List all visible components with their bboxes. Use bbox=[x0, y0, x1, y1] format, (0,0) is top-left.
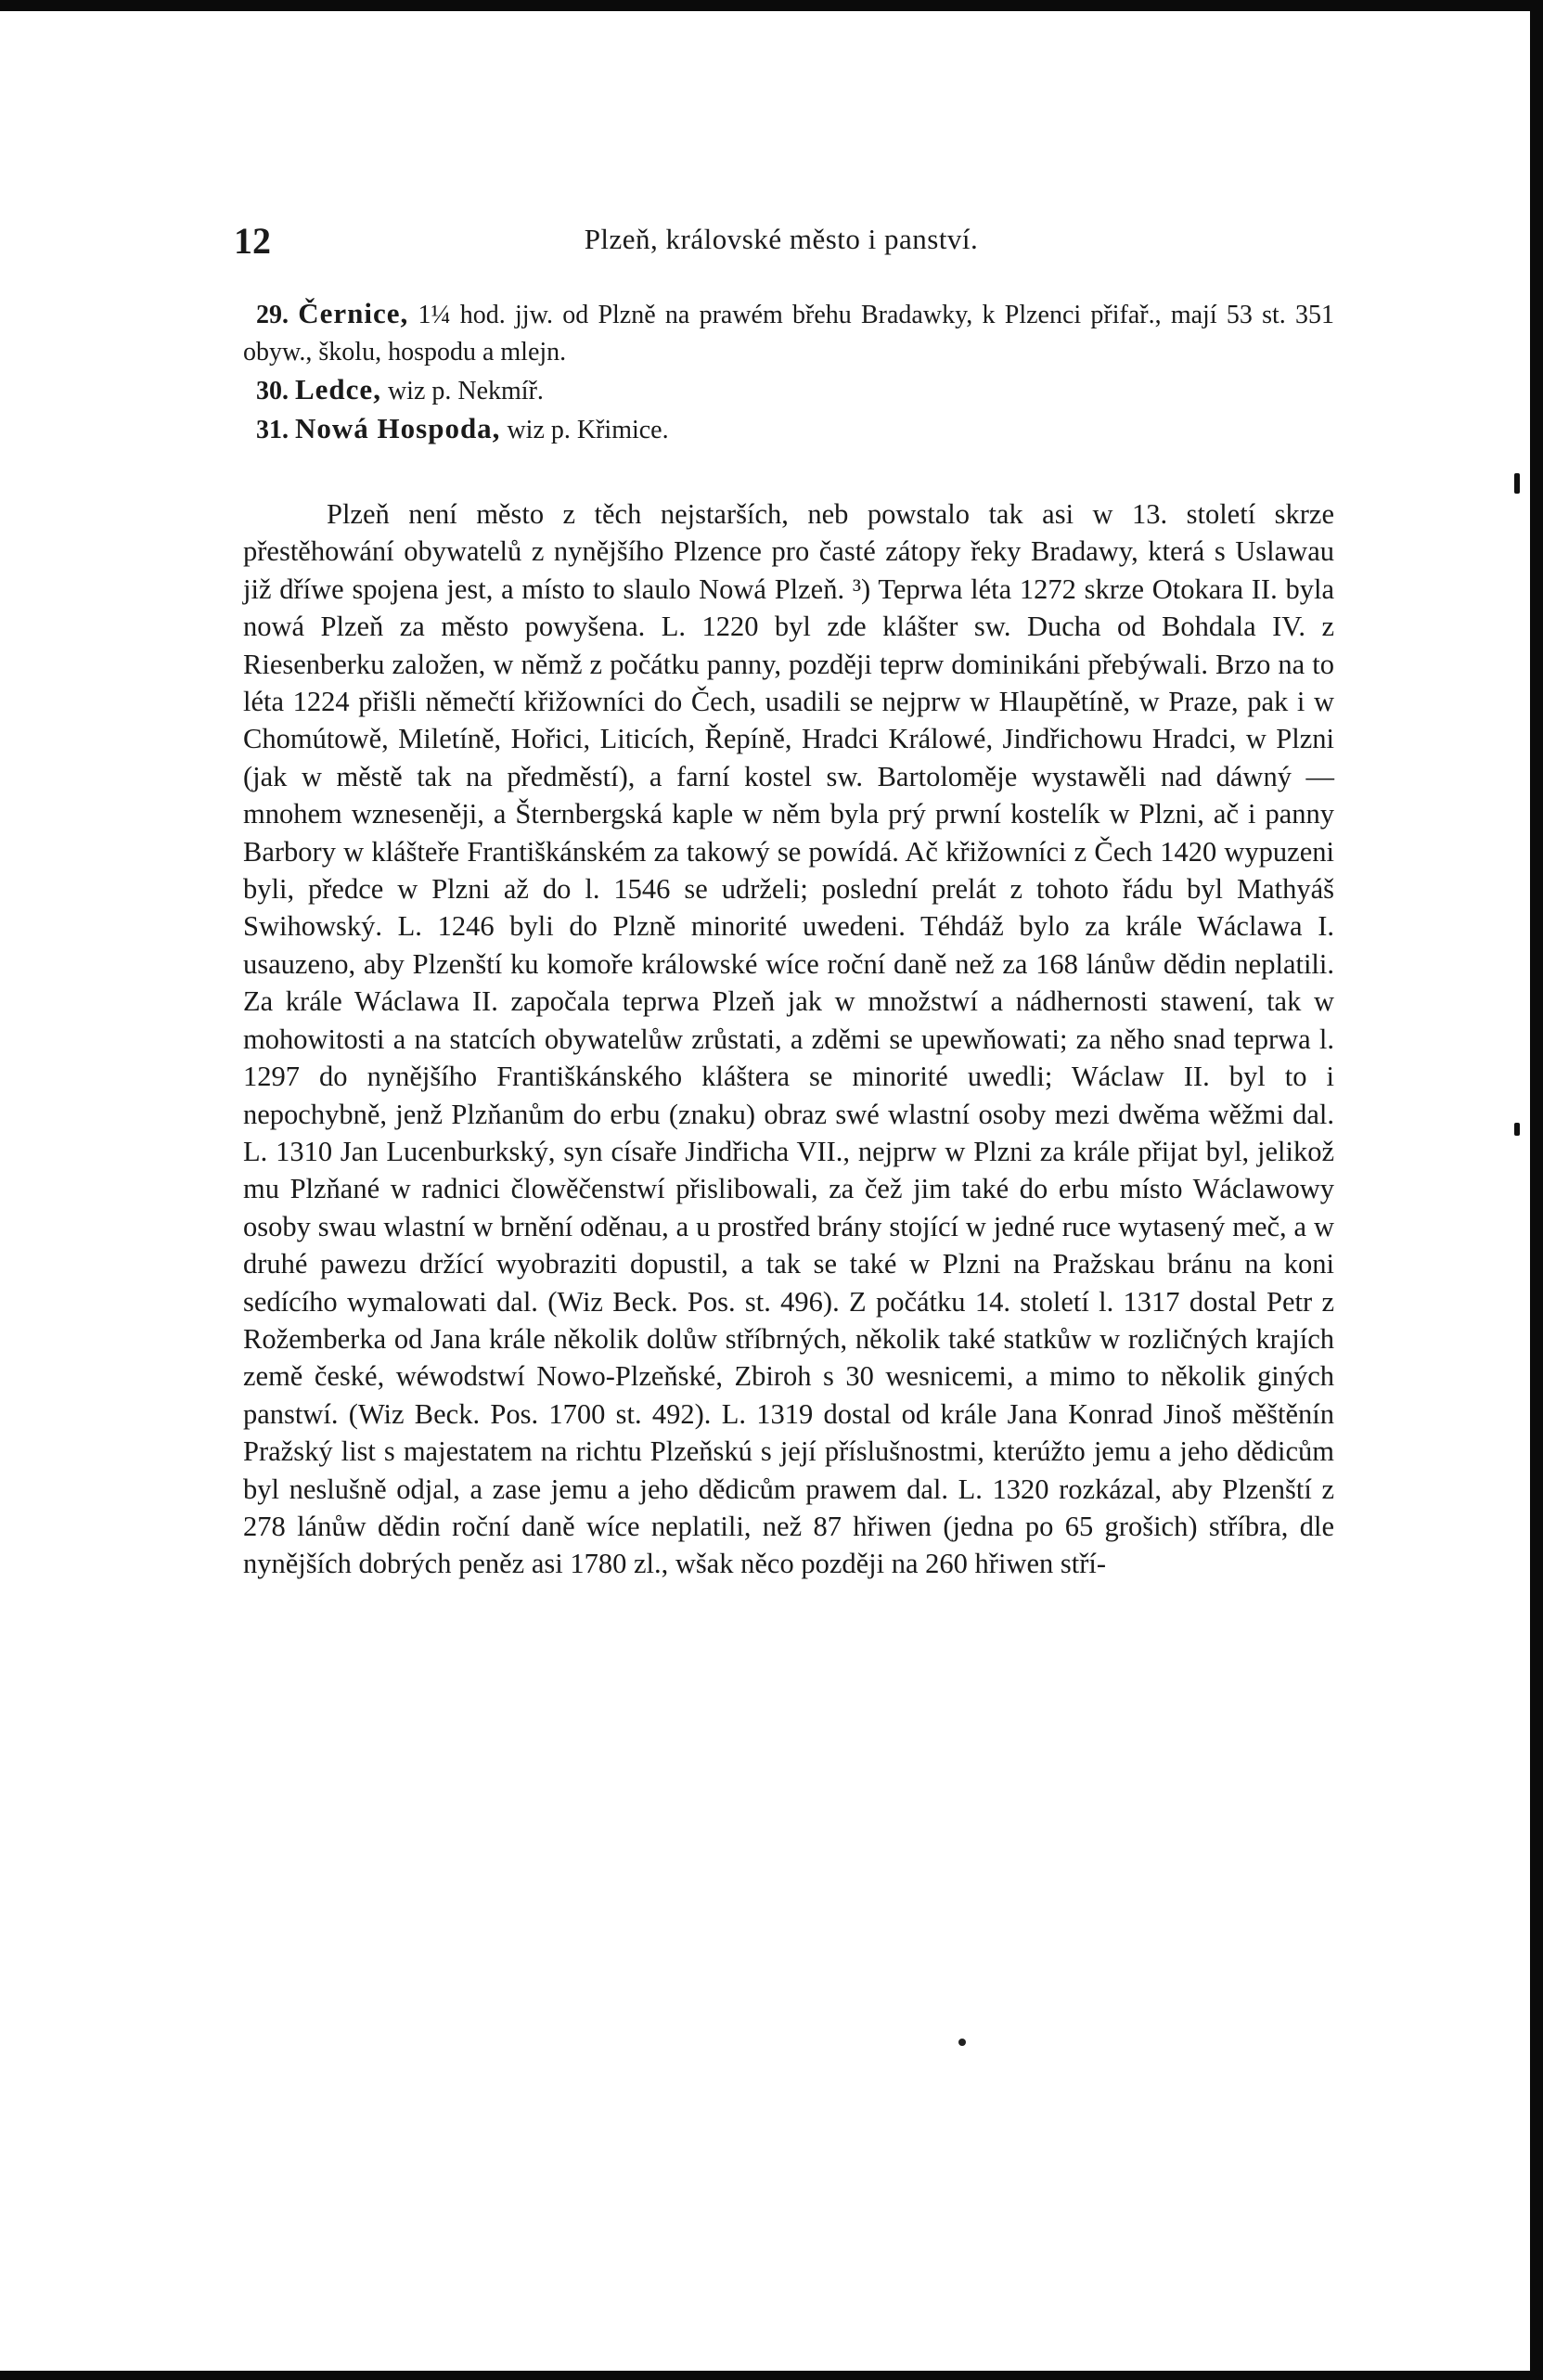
page-number: 12 bbox=[234, 220, 271, 262]
entry-text: wiz p. Nekmíř. bbox=[380, 377, 544, 405]
scan-border-bottom bbox=[0, 2371, 1543, 2380]
section-gap bbox=[243, 449, 1334, 495]
body-paragraph: Plzeň není město z těch nejstarších, neb powstalo tak asi w 13. století skrze přestěhowání obywatelů z nynějšího Plzence pro časté zátopy řeky Bradawy, která s Uslawau již dříwe spojena jest, a místo to slaulo Nowá Plzeň. ³) Teprwa léta 1272 skrze Otokara II. byla nowá Plzeň za město powyšena. L. 1220 byl zde klášter sw. Ducha od Bohdala IV. z Riesenberku založen, w němž z počátku panny, později teprw dominikáni přebýwali. Brzo na to léta 1224 přišli němečtí křižowníci do Čech, usadili se nejprw w Hlaupětíně, w Praze, pak i w Chomútowě, Miletíně, Hořici, Liticích, Řepíně, Hradci Králowé, Jindřichowu Hradci, w Plzni (jak w městě tak na předměstí), a farní kostel sw. Bartoloměje wystawěli nad dáwný — mnohem wzneseněji, a Šternbergská kaple w něm byla prý prwní kostelík w Plzni, ač i panny Barbory w klášteře Františkánském za takowý se powídá. Ač křižowníci z Čech 1420 wypuzeni byli, předce w Plzni až do l. 1546 se udrželi; poslední prelát z tohoto řádu byl Mathyáš Swihowský. L. 1246 byli do Plzně minorité uwedeni. Téhdáž bylo za krále Wáclawa I. usauzeno, aby Plzenští ku komoře králowské wíce roční daně než za 168 lánůw dědin neplatili. Za krále Wáclawa II. započala teprwa Plzeň jak w množstwí a nádhernosti stawení, tak w mohowitosti a na statcích obywatelůw zrůstati, a zděmi se upewňowati; za něho snad teprwa l. 1297 do nynějšího Františkánského kláštera se minorité uwedli; Wáclaw II. byl to i nepochybně, jenž Plzňanům do erbu (znaku) obraz swé wlastní osoby mezi dwěma wěžmi dal. L. 1310 Jan Lucenburkský, syn císaře Jindřicha VII., nejprw w Plzni za krále přijat byl, jelikož mu Plzňané w radnici člowěčenstwí přislibowali, za čež jim také do erbu místo Wáclawowy osoby swau wlastní w brnění oděnau, a u prostřed brány stojící w jedné ruce wytasený meč, a w druhé pawezu držící wyobraziti dopustil, a tak se také w Plzni na Pražskau bránu na koni sedícího wymalowati dal. (Wiz Beck. Pos. st. 496). Z počátku 14. století l. 1317 dostal Petr z Rožemberka od Jana krále několik dolůw stříbrných, několik také statkůw w rozličných krajích země české, wéwodstwí Nowo-Plzeňské, Zbiroh s 30 wesnicemi, a mimo to několik giných panstwí. (Wiz Beck. Pos. 1700 st. 492). L. 1319 dostal od krále Jana Konrad Jinoš měštěnín Pražský list s majestatem na richtu Plzeňskú s její příslušnostmi, kterúžto jemu a jeho dědicům byl neslušně odjal, a zase jemu a jeho dědicům prawem dal. L. 1320 rozkázal, aby Plzenští z 278 lánůw dědin roční daně wíce neplatili, než 87 hřiwen (jedna po 65 grošich) stříbra, dle nynějších dobrých peněz asi 1780 zl., wšak něco později na 260 hřiwen stří- bbox=[243, 498, 1334, 1580]
entry-number: 30. bbox=[256, 377, 289, 405]
scan-mark bbox=[1514, 473, 1520, 494]
scan-border-top bbox=[0, 0, 1543, 11]
running-head: Plzeň, královské město i panství. bbox=[584, 223, 979, 255]
entry-ledce bbox=[243, 371, 1334, 410]
entry-place-name: Černice, bbox=[298, 297, 409, 329]
page-content bbox=[243, 295, 1334, 1583]
entry-place-name: Ledce, bbox=[295, 373, 381, 405]
entry-nowa-hospoda bbox=[243, 410, 1334, 449]
entry-number: 29. bbox=[256, 301, 289, 329]
entry-text: wiz p. Křimice. bbox=[500, 416, 669, 444]
entry-text: 1¼ hod. jjw. od Plzně na prawém břehu Bradawky, k Plzenci přifař., mají 53 st. 351 obyw., školu, hospodu a mlejn. bbox=[243, 301, 1334, 367]
scan-mark bbox=[1514, 1123, 1520, 1136]
scan-dot bbox=[958, 2039, 966, 2046]
entry-number: 31. bbox=[256, 416, 289, 444]
scan-border-right bbox=[1530, 0, 1543, 2380]
entry-place-name: Nowá Hospoda, bbox=[295, 412, 501, 444]
entry-cernice bbox=[243, 295, 1334, 371]
page-header bbox=[234, 219, 1329, 265]
